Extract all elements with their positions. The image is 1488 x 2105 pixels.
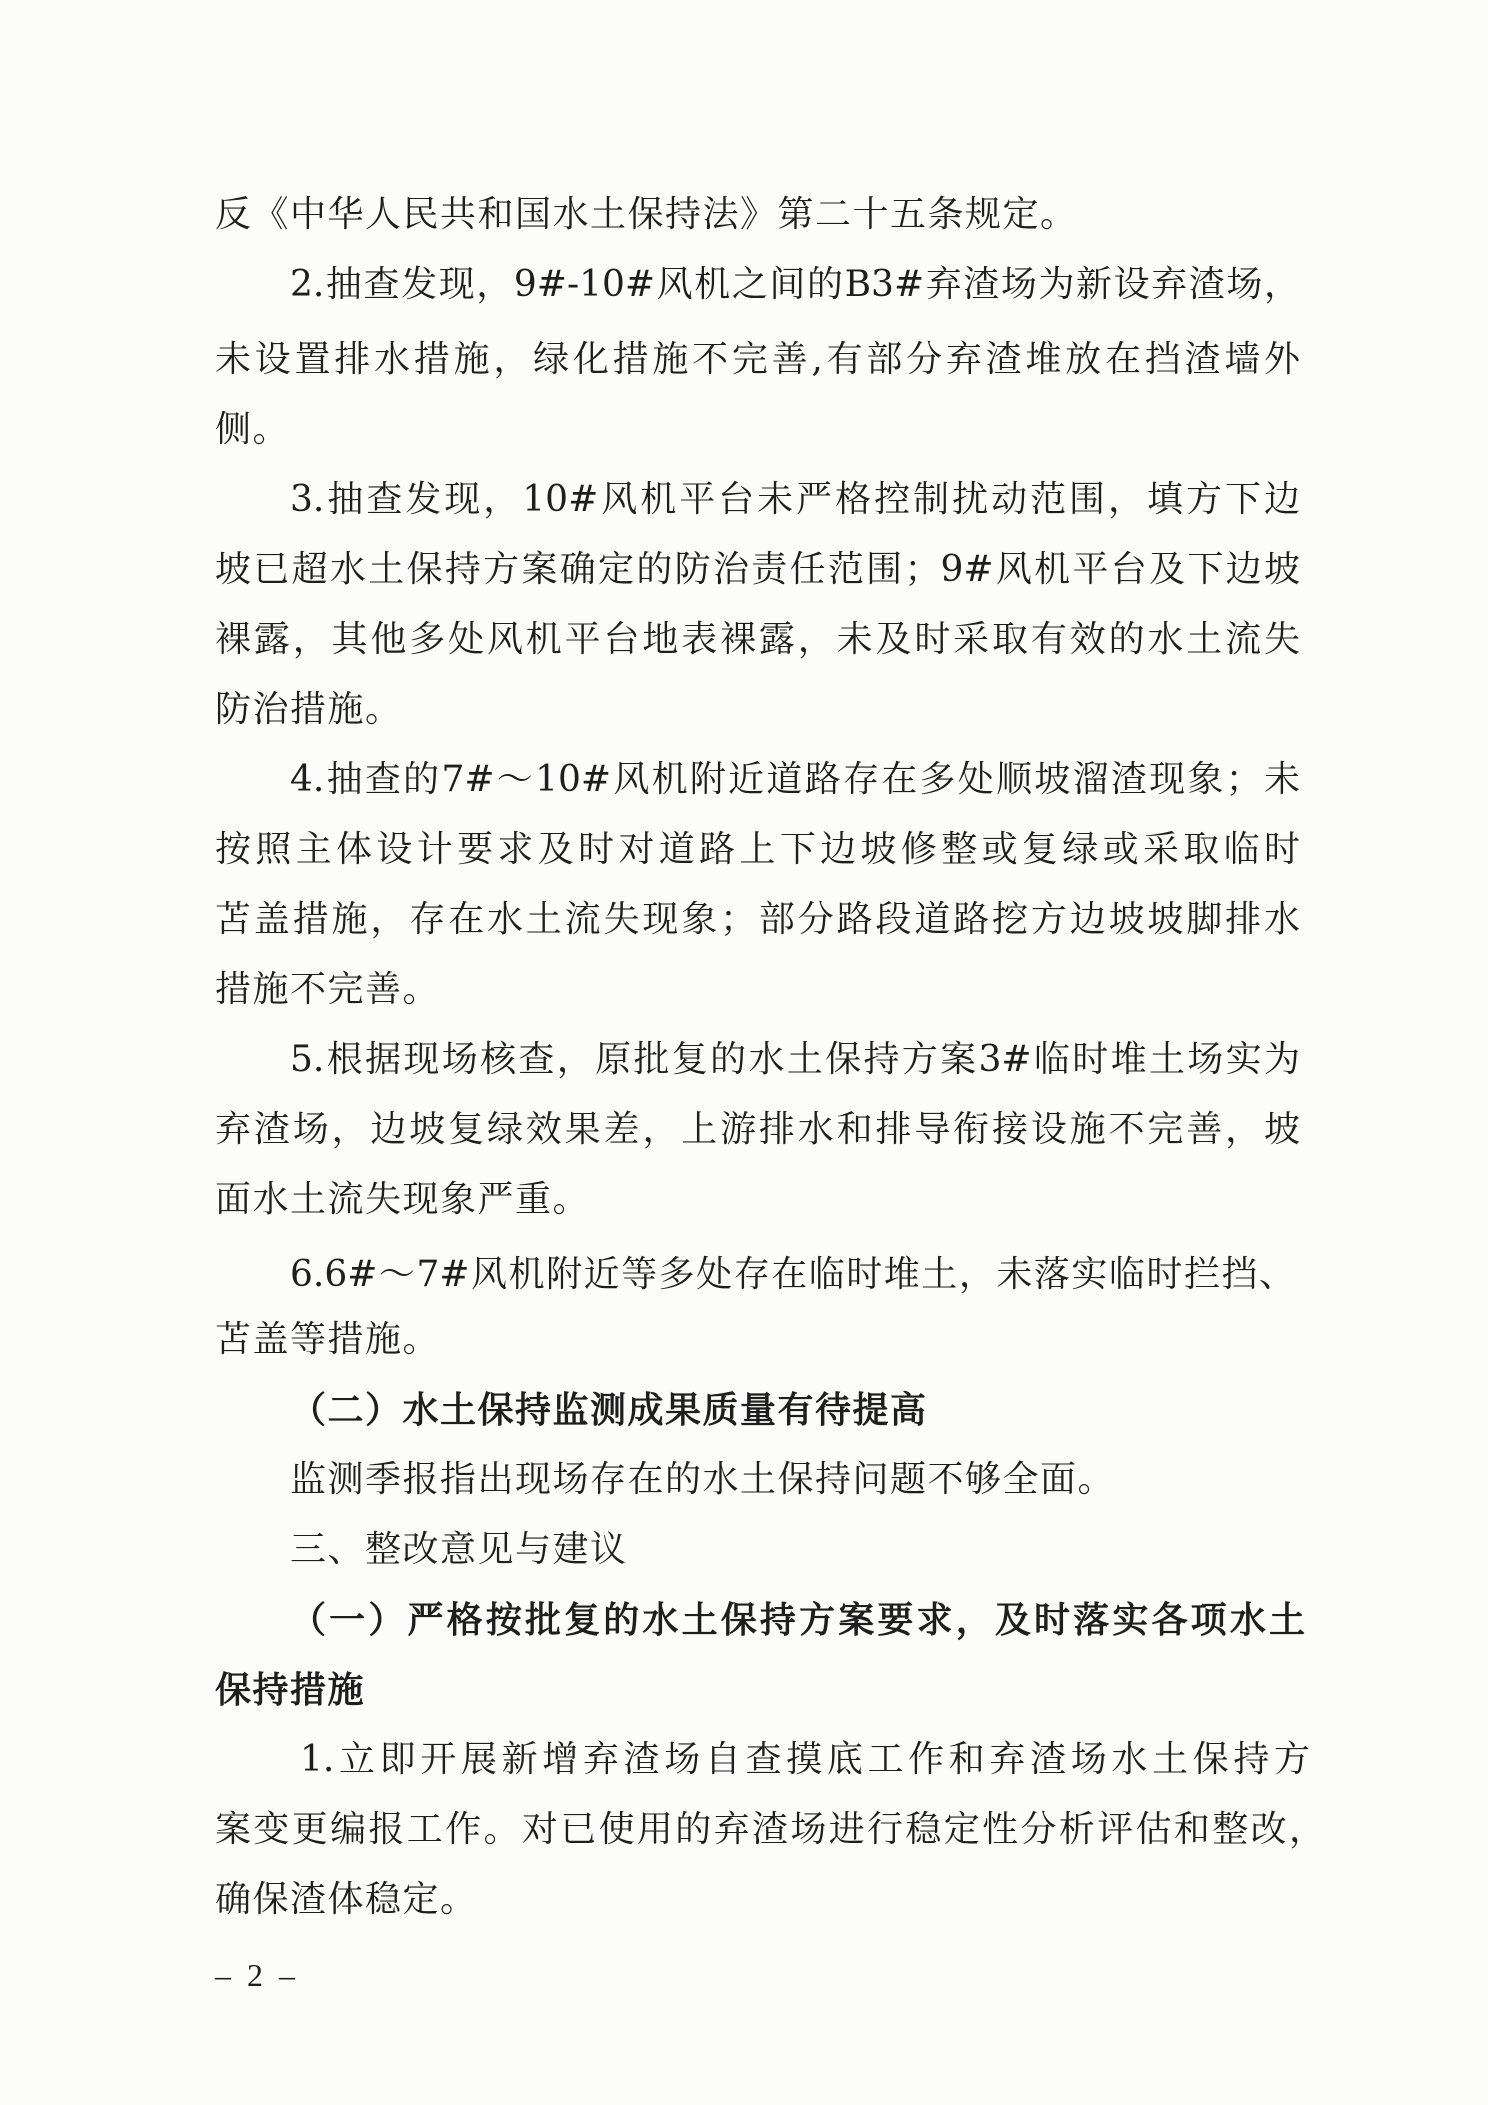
paragraph-line: 苫盖措施，存在水土流失现象；部分路段道路挖方边坡坡脚排水 [215,899,1300,940]
page-number: – 2 – [215,1957,299,1993]
paragraph-line: 苫盖等措施。 [215,1319,441,1360]
section-heading: （二）水土保持监测成果质量有待提高 [290,1389,928,1431]
paragraph-line: 确保渣体稳定。 [215,1879,478,1920]
paragraph-line: 面水土流失现象严重。 [215,1179,591,1220]
paragraph-line: 3.抽查发现，10#风机平台未严格控制扰动范围，填方下边 [290,479,1300,520]
paragraph-line: 反《中华人民共和国水土保持法》第二十五条规定。 [215,194,1078,235]
paragraph-line: 措施不完善。 [215,969,441,1010]
paragraph-line: 弃渣场，边坡复绿效果差，上游排水和排导衔接设施不完善，坡 [215,1109,1300,1150]
paragraph-line: 监测季报指出现场存在的水土保持问题不够全面。 [290,1459,1116,1500]
paragraph-line: 未设置排水措施，绿化措施不完善,有部分弃渣堆放在挡渣墙外 [215,339,1300,380]
paragraph-line: 防治措施。 [215,689,403,730]
paragraph-line: 案变更编报工作。对已使用的弃渣场进行稳定性分析评估和整改， [215,1809,1325,1850]
paragraph-line: 1.立即开展新增弃渣场自查摸底工作和弃渣场水土保持方 [300,1739,1310,1780]
paragraph-line: 6.6#～7#风机附近等多处存在临时堆土，未落实临时拦挡、 [290,1254,1295,1295]
section-heading: 保持措施 [215,1669,366,1711]
section-heading: （一）严格按批复的水土保持方案要求，及时落实各项水土 [290,1599,1305,1641]
paragraph-line: 侧。 [215,409,291,450]
paragraph-line: 按照主体设计要求及时对道路上下边坡修整或复绿或采取临时 [215,829,1300,870]
section-heading: 三、整改意见与建议 [290,1529,628,1570]
paragraph-line: 坡已超水土保持方案确定的防治责任范围；9#风机平台及下边坡 [215,549,1300,590]
paragraph-line: 2.抽查发现，9#-10#风机之间的B3#弃渣场为新设弃渣场， [290,264,1300,305]
paragraph-line: 4.抽查的7#～10#风机附近道路存在多处顺坡溜渣现象；未 [290,759,1300,800]
paragraph-line: 5.根据现场核查，原批复的水土保持方案3#临时堆土场实为 [290,1039,1300,1080]
paragraph-line: 裸露，其他多处风机平台地表裸露，未及时采取有效的水土流失 [215,619,1300,660]
